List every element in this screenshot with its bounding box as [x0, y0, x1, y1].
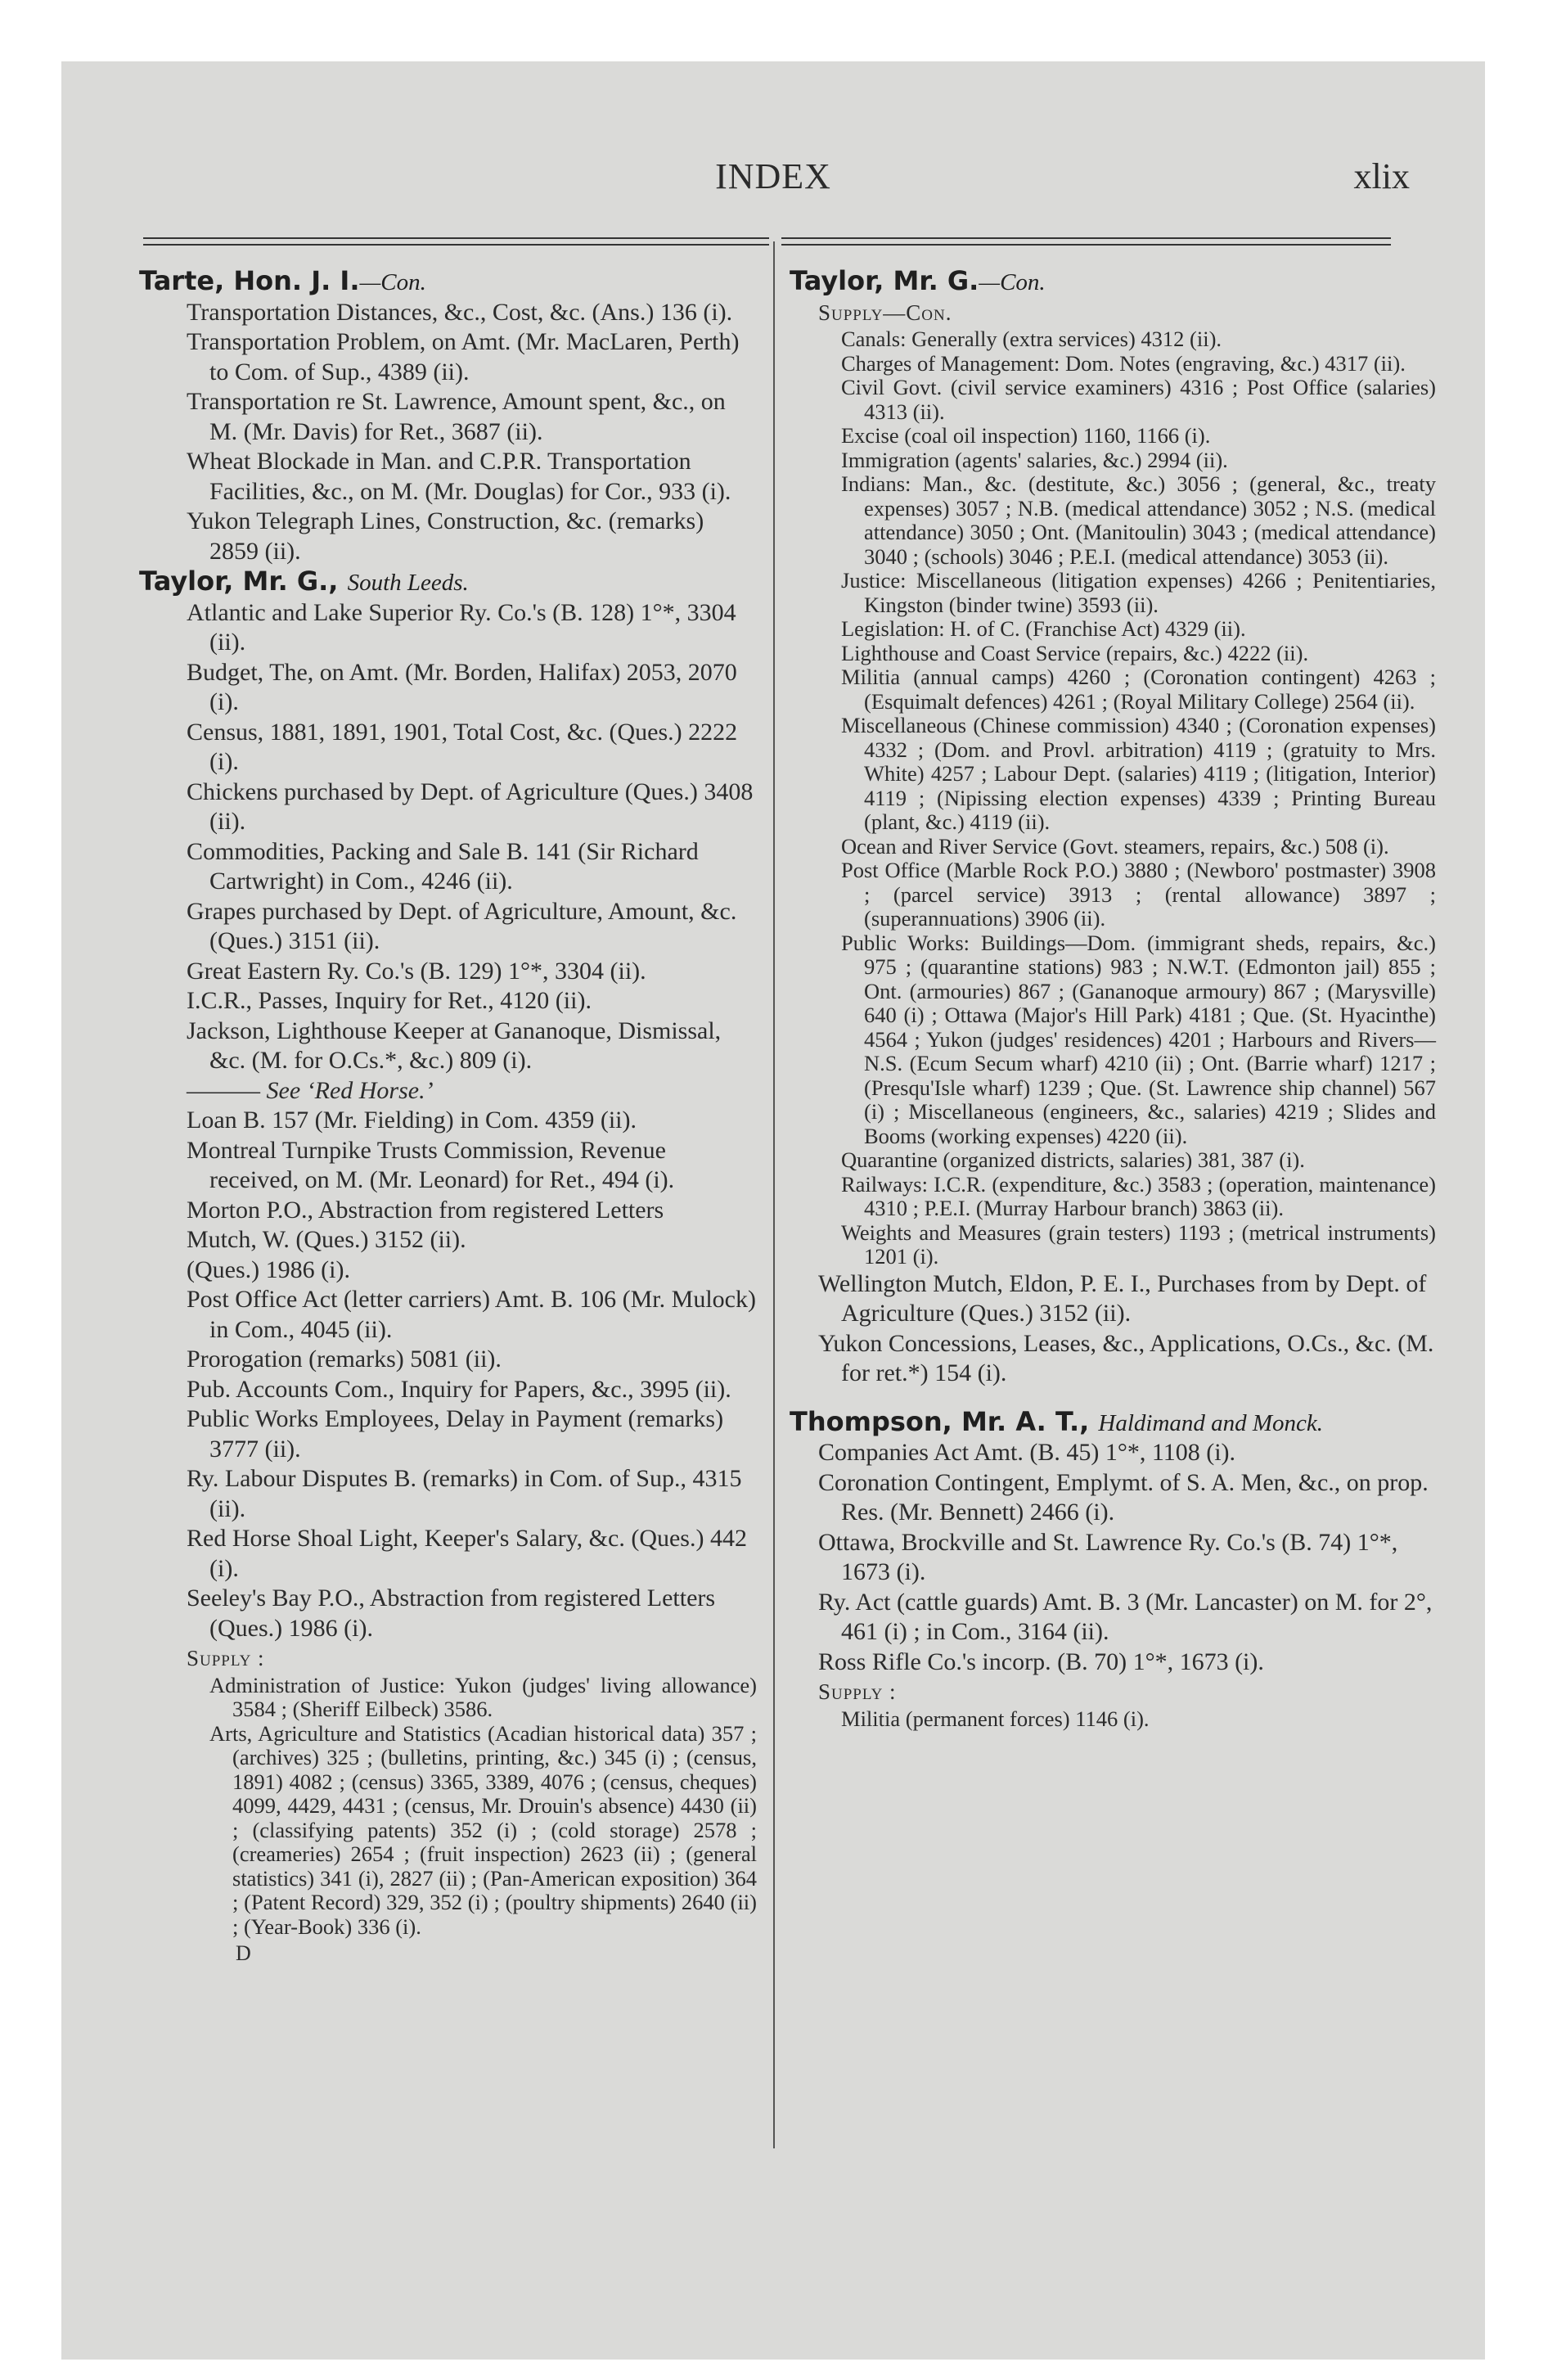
heading-suffix: —Con.: [359, 269, 426, 295]
index-entry: Ry. Act (cattle guards) Amt. B. 3 (Mr. Lancaster) on M. for 2°, 461 (i) ; in Com., 3164 (ii).: [818, 1588, 1433, 1645]
page-title: INDEX: [715, 156, 831, 196]
index-entry: Yukon Concessions, Leases, &c., Applications, O.Cs., &c. (M. for ret.*) 154 (i).: [818, 1329, 1434, 1386]
supply-entry: Miscellaneous (Chinese commission) 4340 ; (Coronation expenses) 4332 ; (Dom. and Provl. arbitration) 4119 ; (gratuity to Mrs. White) 4257 ; Labour Dept. (salaries) 4119 ; (litigation, Interior) 4119 ; (Nipissing election expenses) 4339 ; Printing Bureau (plant, &c.) 4119 (ii).: [841, 713, 1436, 834]
index-entry: Wheat Blockade in Man. and C.P.R. Transportation Facilities, &c., on M. (Mr. Douglas) for Cor., 933 (i).: [187, 448, 731, 505]
index-entry: Public Works Employees, Delay in Payment (remarks) 3777 (ii).: [187, 1405, 724, 1463]
supply-entry: Railways: I.C.R. (expenditure, &c.) 3583 ; (operation, maintenance) 4310 ; P.E.I. (Murray Harbour branch) 3863 (ii).: [841, 1171, 1436, 1220]
see-text: See ‘Red Horse.’: [266, 1076, 434, 1104]
index-entry: Ross Rifle Co.'s incorp. (B. 70) 1°*, 1673 (i).: [818, 1648, 1264, 1675]
supply-entry: Post Office (Marble Rock P.O.) 3880 ; (Newboro' postmaster) 3908 ; (parcel service) 3913 ; (rental allowance) 3897 ; (superannuations) 3906 (ii).: [841, 858, 1436, 931]
index-heading: [790, 266, 1436, 298]
supply-entry: Justice: Miscellaneous (litigation expenses) 4266 ; Penitentiaries, Kingston (binder twine) 3593 (ii).: [841, 568, 1436, 617]
index-entry: Transportation Distances, &c., Cost, &c. (Ans.) 136 (i).: [187, 298, 733, 326]
index-entry: Morton P.O., Abstraction from registered Letters: [187, 1196, 664, 1224]
index-entry: I.C.R., Passes, Inquiry for Ret., 4120 (ii).: [187, 987, 592, 1014]
heading-name: Thompson, Mr. A. T.: [790, 1405, 1080, 1437]
supply-entry: Arts, Agriculture and Statistics (Acadian historical data) 357 ; (archives) 325 ; (bulletins, printing, &c.) 345 (i) ; (census, 1891) 4082 ; (census) 3365, 3389, 4076 ; (census, cheques) 4099, 4429, 4431 ; (census, Mr. Drouin's absence) 4430 (ii) ; (classifying patents) 352 (i) ; (cold storage) 2578 ; (creameries) 2654 ; (fruit inspection) 2623 (ii) ; (general statistics) 341 (i), 2827 (ii) ; (Pan-American exposition) 364 ; (Patent Record) 329, 352 (i) ; (poultry shipments) 2640 (ii) ; (Year-Book) 336 (i).: [209, 1720, 757, 1939]
index-entry: Montreal Turnpike Trusts Commission, Revenue received, on M. (Mr. Leonard) for Ret., 494 (i).: [187, 1136, 675, 1193]
index-entry: Prorogation (remarks) 5081 (ii).: [187, 1346, 502, 1373]
signature-mark: D: [236, 1941, 251, 1965]
supply-entry: Civil Govt. (civil service examiners) 4316 ; Post Office (salaries) 4313 (ii).: [841, 375, 1436, 424]
heading-name: Taylor, Mr. G.: [790, 265, 979, 296]
supply-entry: Excise (coal oil inspection) 1160, 1166 (i).: [841, 423, 1211, 448]
index-entry: Red Horse Shoal Light, Keeper's Salary, &c. (Ques.) 442 (i).: [187, 1525, 747, 1582]
index-entry: Yukon Telegraph Lines, Construction, &c. (remarks) 2859 (ii).: [187, 507, 704, 565]
supply-label: Supply :: [187, 1646, 265, 1670]
supply-entry: Militia (permanent forces) 1146 (i).: [841, 1706, 1150, 1731]
index-entry: Wellington Mutch, Eldon, P. E. I., Purchases from by Dept. of Agriculture (Ques.) 3152 (ii).: [818, 1269, 1427, 1327]
index-entry: Atlantic and Lake Superior Ry. Co.'s (B. 128) 1°*, 3304 (ii).: [187, 598, 736, 656]
heading-name: Tarte, Hon. J. I.: [139, 265, 360, 296]
supply-entry: Administration of Justice: Yukon (judges' living allowance) 3584 ; (Sheriff Eilbeck) 3586.: [209, 1672, 757, 1721]
index-entry: Budget, The, on Amt. (Mr. Borden, Halifax) 2053, 2070 (i).: [187, 658, 737, 715]
index-entry: Great Eastern Ry. Co.'s (B. 129) 1°*, 3304 (ii).: [187, 957, 646, 985]
supply-entry: Charges of Management: Dom. Notes (engraving, &c.) 4317 (ii).: [841, 350, 1406, 376]
header-rule-right: [781, 237, 1391, 246]
index-entry: Transportation re St. Lawrence, Amount spent, &c., on M. (Mr. Davis) for Ret., 3687 (ii).: [187, 388, 726, 445]
index-heading: Taylor, Mr. G., South Leeds.: [139, 566, 469, 597]
index-entry: Ry. Labour Disputes B. (remarks) in Com. of Sup., 4315 (ii).: [187, 1465, 742, 1522]
heading-suffix: South Leeds.: [347, 570, 469, 596]
supply-entry: Canals: Generally (extra services) 4312 (ii).: [841, 327, 1222, 351]
supply-entry: Public Works: Buildings—Dom. (immigrant sheds, repairs, &c.) 975 ; (quarantine stations) 983 ; N.W.T. (Edmonton jail) 855 ; Ont. (armouries) 867 ; (Gananoque armoury) 867 ; (Marysville) 640 (i) ; Ottawa (Major's Hill Park) 4181 ; Que. (St. Hyacinthe) 4564 ; Yukon (judges' residences) 4201 ; Harbours and Rivers—N.S. (Ecum Secum wharf) 4210 (ii) ; Ont. (Barrie wharf) 1217 ; (Presqu'Isle wharf) 1239 ; Que. (St. Lawrence ship channel) 567 (i) ; Miscellaneous (engineers, &c., salaries) 4219 ; Slides and Booms (working expenses) 4220 (ii).: [841, 930, 1436, 1148]
page-header: [61, 156, 1485, 205]
supply-entry: Legislation: H. of C. (Franchise Act) 4329 (ii).: [841, 616, 1246, 641]
header-rule-left: [143, 237, 769, 246]
index-entry: Coronation Contingent, Emplymt. of S. A. Men, &c., on prop. Res. (Mr. Bennett) 2466 (i).: [818, 1468, 1429, 1526]
index-entry: Seeley's Bay P.O., Abstraction from registered Letters (Ques.) 1986 (i).: [187, 1584, 716, 1642]
supply-entry: Lighthouse and Coast Service (repairs, &c.) 4222 (ii).: [841, 640, 1309, 665]
index-entry: Grapes purchased by Dept. of Agriculture, Amount, &c. (Ques.) 3151 (ii).: [187, 897, 737, 954]
supply-label: Supply :: [818, 1679, 897, 1704]
index-entry: Commodities, Packing and Sale B. 141 (Sir Richard Cartwright) in Com., 4246 (ii).: [187, 837, 699, 895]
page-number: xlix: [1353, 156, 1410, 196]
heading-suffix: —Con.: [979, 269, 1046, 295]
supply-label: Supply—Con.: [818, 300, 952, 325]
index-entry: Post Office Act (letter carriers) Amt. B. 106 (Mr. Mulock) in Com., 4045 (ii).: [187, 1286, 756, 1343]
index-entry: Ottawa, Brockville and St. Lawrence Ry. Co.'s (B. 74) 1°*, 1673 (i).: [818, 1528, 1398, 1585]
see-dash: ———: [187, 1076, 260, 1104]
index-entry: Pub. Accounts Com., Inquiry for Papers, &c., 3995 (ii).: [187, 1375, 731, 1403]
section-gap: [790, 1389, 1436, 1407]
index-heading: Thompson, Mr. A. T., Haldimand and Monck.: [790, 1405, 1324, 1437]
heading-suffix: Haldimand and Monck.: [1098, 1409, 1324, 1436]
supply-entry: Weights and Measures (grain testers) 1193 ; (metrical instruments) 1201 (i).: [841, 1219, 1436, 1269]
supply-entry: Immigration (agents' salaries, &c.) 2994 (ii).: [841, 447, 1228, 472]
column-separator: [773, 241, 775, 2148]
index-entry: Companies Act Amt. (B. 45) 1°*, 1108 (i).: [818, 1439, 1236, 1466]
index-entry: Mutch, W. (Ques.) 3152 (ii).: [187, 1226, 466, 1253]
index-entry: (Ques.) 1986 (i).: [187, 1255, 350, 1283]
supply-entry: Ocean and River Service (Govt. steamers, repairs, &c.) 508 (i).: [841, 833, 1389, 859]
index-heading: [139, 266, 757, 298]
see-reference: [187, 1076, 757, 1107]
index-entry: Census, 1881, 1891, 1901, Total Cost, &c. (Ques.) 2222 (i).: [187, 718, 738, 775]
supply-entry: Quarantine (organized districts, salaries) 381, 387 (i).: [841, 1147, 1305, 1172]
index-entry: Jackson, Lighthouse Keeper at Gananoque, Dismissal, &c. (M. for O.Cs.*, &c.) 809 (i).: [187, 1016, 722, 1074]
index-entry: Chickens purchased by Dept. of Agriculture (Ques.) 3408 (ii).: [187, 778, 754, 835]
supply-entry: Indians: Man., &c. (destitute, &c.) 3056 ; (general, &c., treaty expenses) 3057 ; N.B. (medical attendance) 3052 ; N.S. (medical attendance) 3050 ; Ont. (Manitoulin) 3043 ; (medical attendance) 3040 ; (schools) 3046 ; P.E.I. (medical attendance) 3053 (ii).: [841, 471, 1436, 569]
index-entry: Transportation Problem, on Amt. (Mr. MacLaren, Perth) to Com. of Sup., 4389 (ii).: [187, 328, 740, 385]
supply-entry: Militia (annual camps) 4260 ; (Coronation contingent) 4263 ; (Esquimalt defences) 4261 ; (Royal Military College) 2564 (ii).: [841, 665, 1436, 714]
left-column: [139, 266, 757, 1969]
heading-name: Taylor, Mr. G.: [139, 566, 329, 597]
index-entry: Loan B. 157 (Mr. Fielding) in Com. 4359 (ii).: [187, 1107, 637, 1134]
right-column: [790, 266, 1436, 1731]
